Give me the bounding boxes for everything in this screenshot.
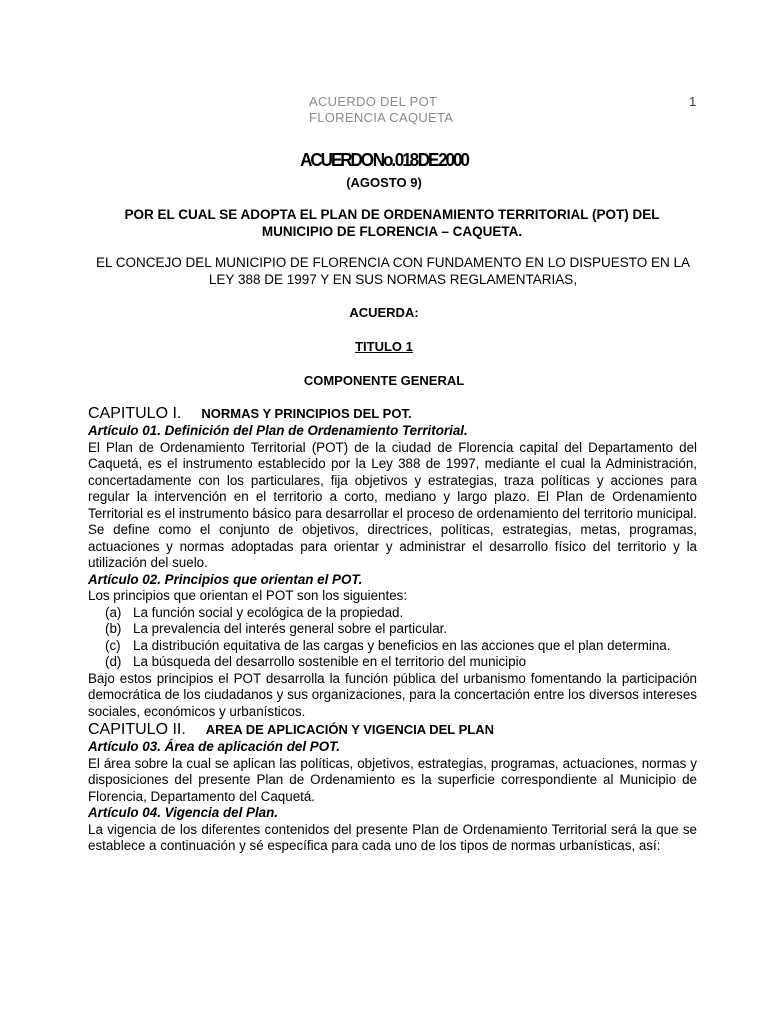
article-02-closing: Bajo estos principios el POT desarrolla la función pública del urbanismo fomentando la participación democrática de los ciudadanos y sus organizaciones, para la concertación entre los diversos intereses sociales, económicos y urbanísticos. bbox=[88, 670, 697, 719]
principles-list bbox=[88, 605, 697, 671]
article-03-heading: Artículo 03. Área de aplicación del POT. bbox=[88, 739, 341, 754]
chapter-1-label: CAPITULO I. bbox=[88, 405, 182, 422]
chapter-1-title: NORMAS Y PRINCIPIOS DEL POT. bbox=[201, 406, 412, 421]
chapter-1-heading bbox=[88, 404, 697, 423]
list-item-text: La distribución equitativa de las cargas y beneficios en las acciones que el plan determina. bbox=[133, 637, 671, 653]
header-line-1: ACUERDO DEL POT bbox=[309, 94, 438, 109]
article-04-heading: Artículo 04. Vigencia del Plan. bbox=[88, 805, 279, 820]
article-01-heading: Artículo 01. Definición del Plan de Ordenamiento Territorial. bbox=[88, 423, 468, 438]
list-item bbox=[88, 654, 697, 671]
list-item-text: La función social y ecológica de la propiedad. bbox=[133, 604, 404, 620]
page-number: 1 bbox=[689, 94, 697, 109]
list-item-text: La búsqueda del desarrollo sostenible en el territorio del municipio bbox=[133, 654, 527, 669]
chapter-2-title: AREA DE APLICACIÓN Y VIGENCIA DEL PLAN bbox=[205, 722, 494, 737]
article-04-text: La vigencia de los diferentes contenidos del presente Plan de Ordenamiento Territorial será la que se establece a continuación y sé específica para cada uno de los tipos de normas urbanísticas, así: bbox=[88, 821, 697, 853]
list-item bbox=[88, 605, 697, 622]
concejo-preamble: EL CONCEJO DEL MUNICIPIO DE FLORENCIA CON FUNDAMENTO EN LO DISPUESTO EN LA LEY 388 DE 1997 Y EN SUS NORMAS REGLAMENTARIAS, bbox=[95, 255, 691, 287]
titulo-heading: TITULO 1 bbox=[355, 339, 413, 354]
running-header bbox=[309, 94, 453, 126]
list-item bbox=[88, 621, 697, 638]
list-marker: (c) bbox=[105, 637, 121, 653]
acuerdo-title: ACUERDO No. 018 DE 2000 bbox=[300, 150, 468, 170]
document-body bbox=[88, 404, 697, 855]
chapter-2-heading bbox=[88, 720, 697, 739]
header-line-2: FLORENCIA CAQUETA bbox=[309, 110, 454, 125]
list-marker: (d) bbox=[105, 654, 122, 669]
acuerdo-purpose: POR EL CUAL SE ADOPTA EL PLAN DE ORDENAMIENTO TERRITORIAL (POT) DEL MUNICIPIO DE FLORENCIA – CAQUETA. bbox=[124, 207, 660, 239]
list-item bbox=[88, 638, 697, 655]
list-item-text: La prevalencia del interés general sobre el particular. bbox=[133, 621, 448, 636]
article-03-text: El área sobre la cual se aplican las políticas, objetivos, estrategias, programas, actuaciones, normas y disposiciones del presente Plan de Ordenamiento es la superficie correspondiente al Municipio de Florencia, Departamento del Caquetá. bbox=[88, 755, 697, 804]
article-02-heading: Artículo 02. Principios que orientan el POT. bbox=[88, 571, 363, 587]
acuerdo-date: (AGOSTO 9) bbox=[346, 175, 422, 190]
acuerda-heading: ACUERDA: bbox=[349, 305, 419, 320]
list-marker: (b) bbox=[105, 621, 122, 636]
list-marker: (a) bbox=[105, 604, 122, 620]
article-02-intro: Los principios que orientan el POT son los siguientes: bbox=[88, 588, 408, 603]
article-01-text: El Plan de Ordenamiento Territorial (POT) de la ciudad de Florencia capital del Departamento del Caquetá, es el instrumento establecido por la Ley 388 de 1997, mediante el cual la Administración, concertadamente con los particulares, fija objetivos y estrategias, traza políticas y acciones para regular la intervención en el territorio a corto, mediano y largo plazo. El Plan de Ordenamiento Territorial es el instrumento básico para desarrollar el proceso de ordenamiento del territorio municipal. Se define como el conjunto de objetivos, directrices, políticas, estrategias, metas, programas, actuaciones y normas adoptadas para orientar y administrar el desarrollo físico del territorio y la utilización del suelo. bbox=[88, 439, 697, 570]
chapter-2-label: CAPITULO II. bbox=[88, 721, 186, 738]
componente-heading: COMPONENTE GENERAL bbox=[303, 373, 465, 388]
